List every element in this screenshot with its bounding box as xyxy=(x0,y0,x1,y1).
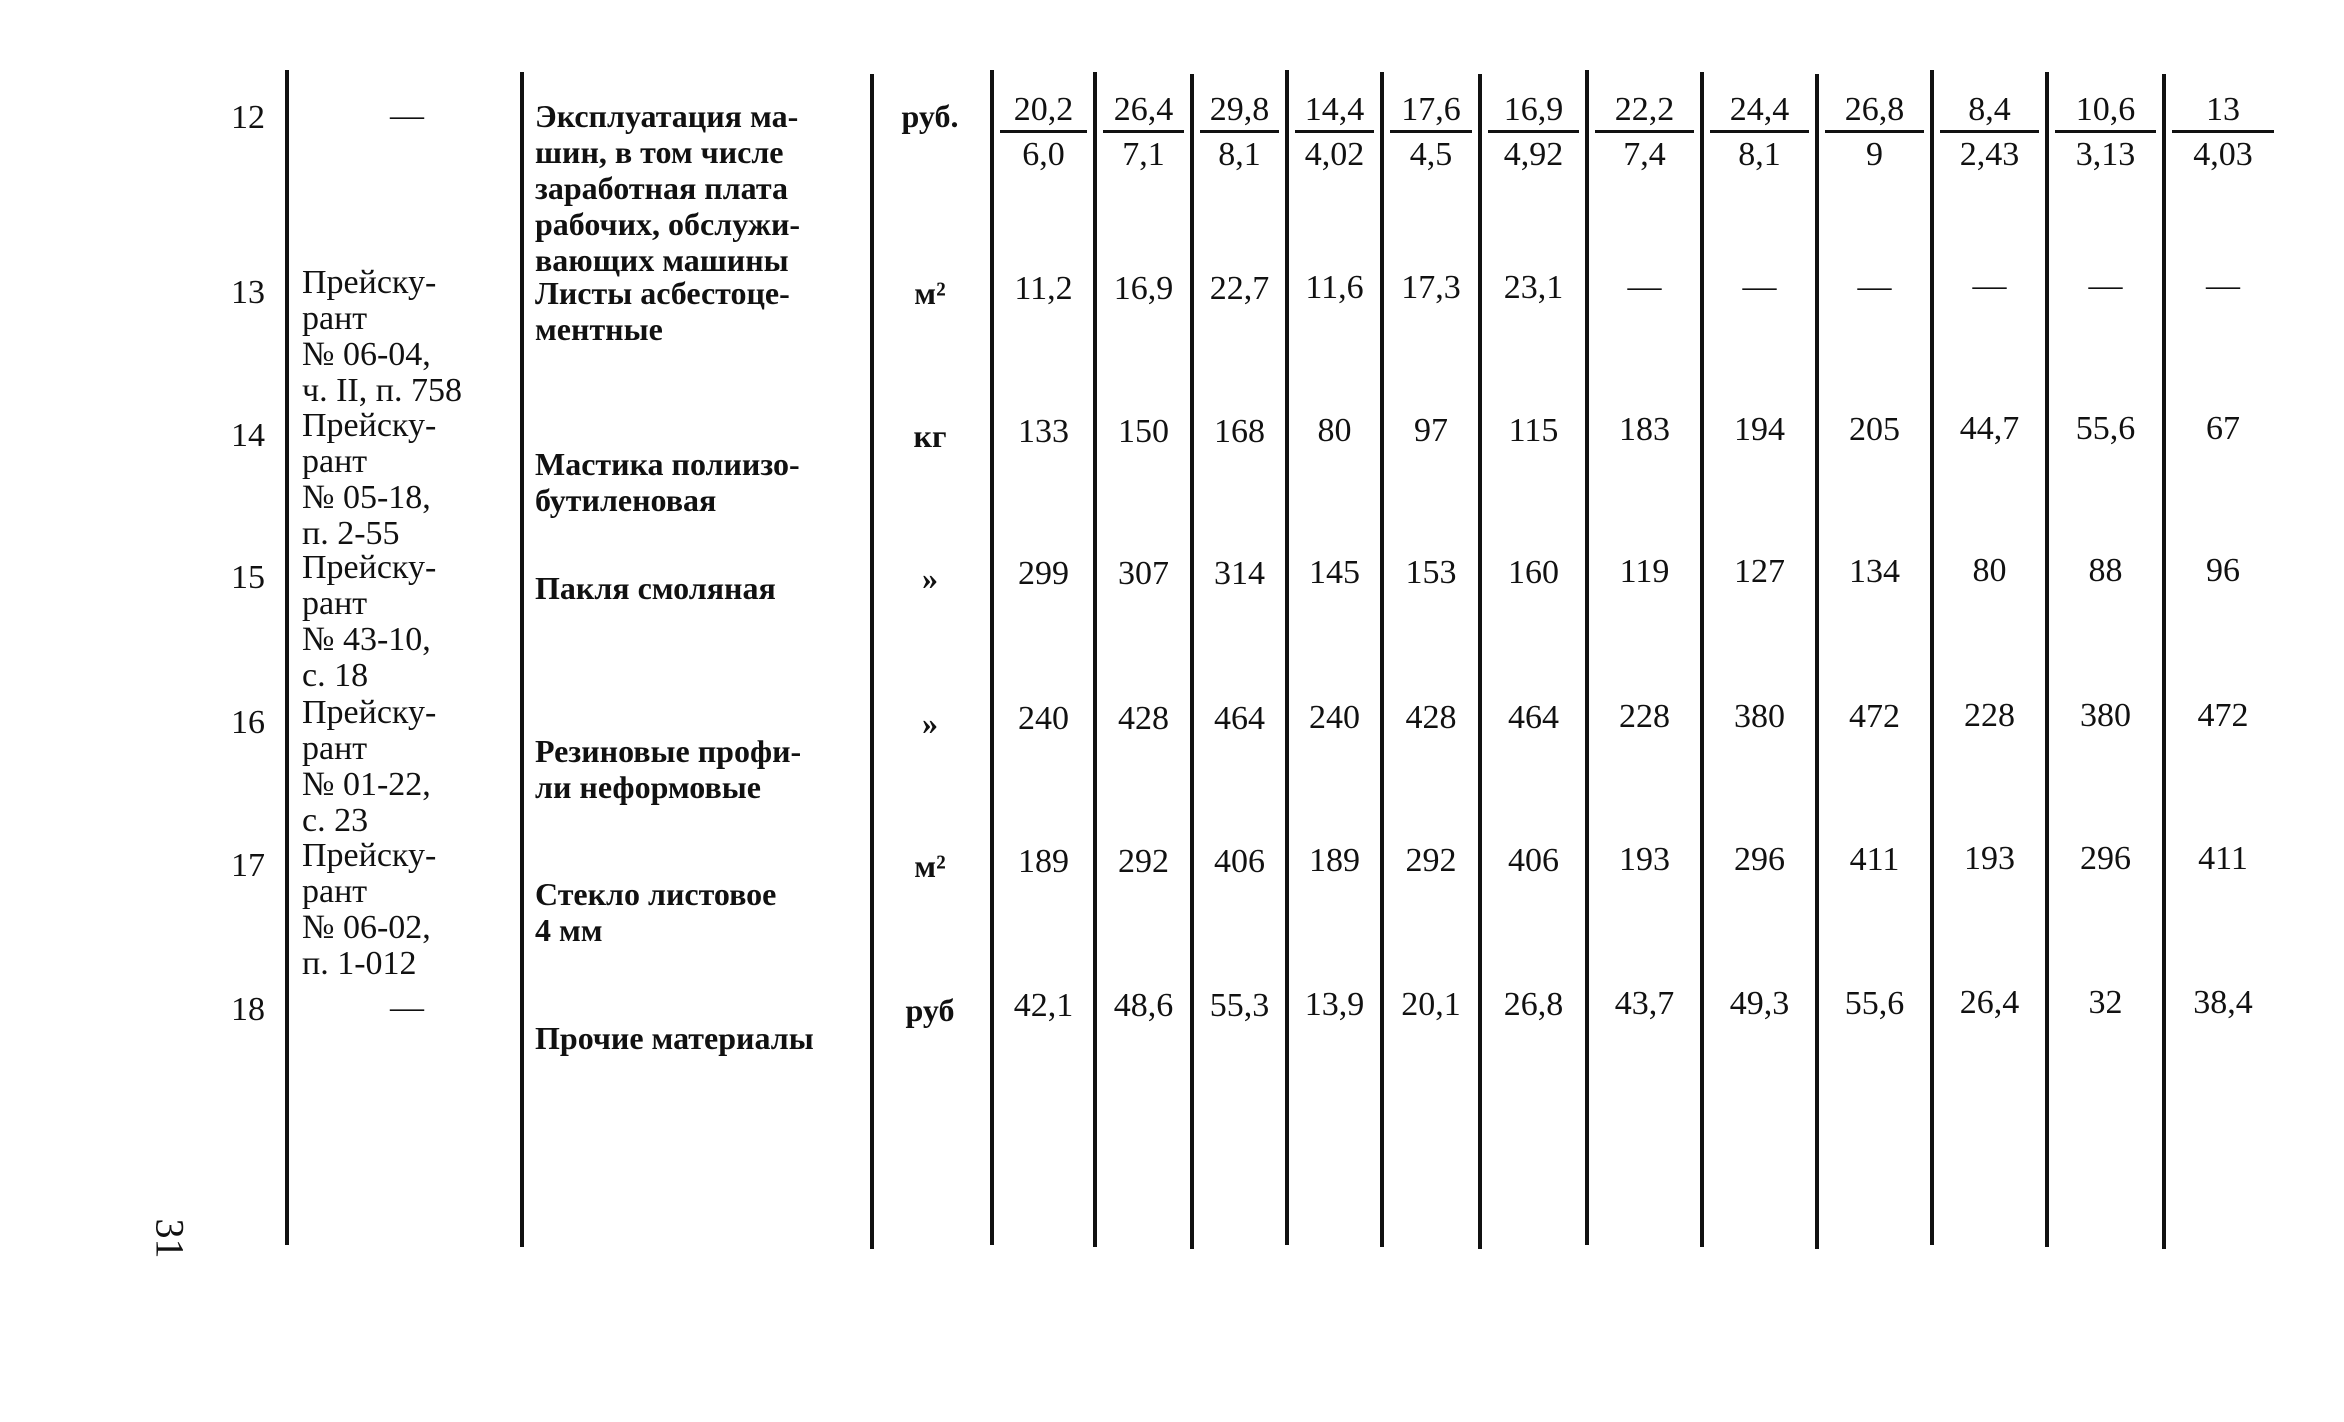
price-list-reference: рант xyxy=(302,730,368,767)
value-cell: 134 xyxy=(1849,553,1900,590)
fraction-numerator: 16,9 xyxy=(1488,90,1579,133)
price-list-reference: — xyxy=(390,97,424,134)
value-cell: 228 xyxy=(1619,698,1670,735)
fraction-denominator: 4,92 xyxy=(1503,136,1564,173)
item-description: Мастика полиизо- xyxy=(535,446,800,482)
value-cell: 16,9 xyxy=(1113,270,1174,307)
item-description: 4 мм xyxy=(535,912,603,948)
item-description: заработная плата xyxy=(535,170,788,206)
value-cell: 44,7 xyxy=(1959,410,2020,447)
value-cell: 194 xyxy=(1734,411,1785,448)
item-description: ли неформовые xyxy=(535,769,761,805)
value-cell: 411 xyxy=(2198,840,2248,877)
value-cell: — xyxy=(2088,267,2123,304)
fraction-value xyxy=(1097,90,1190,177)
unit-of-measure: кг xyxy=(913,418,947,454)
fraction-denominator: 7,1 xyxy=(1122,136,1165,173)
value-cell: 32 xyxy=(2088,984,2123,1021)
value-cell: 96 xyxy=(2206,552,2240,589)
fraction-numerator: 29,8 xyxy=(1200,90,1279,133)
price-list-reference: с. 18 xyxy=(302,657,369,694)
value-cell: 11,2 xyxy=(1014,270,1073,307)
price-list-reference: № 06-04, xyxy=(302,336,431,373)
column-rule xyxy=(1380,72,1384,1247)
fraction-denominator: 8,1 xyxy=(1218,136,1261,173)
value-cell: 26,4 xyxy=(1959,984,2020,1021)
value-cell: 22,7 xyxy=(1209,270,1270,307)
price-list-reference: ч. II, п. 758 xyxy=(302,372,462,409)
row-number: 15 xyxy=(231,559,265,596)
value-cell: — xyxy=(1857,268,1892,305)
value-cell: 145 xyxy=(1309,554,1360,591)
value-cell: 97 xyxy=(1414,412,1448,449)
price-list-reference: с. 23 xyxy=(302,802,369,839)
fraction-value xyxy=(2049,90,2162,177)
column-rule xyxy=(285,70,289,1245)
value-cell: 189 xyxy=(1018,843,1069,880)
value-cell: 38,4 xyxy=(2193,984,2253,1021)
value-cell: 13,9 xyxy=(1304,986,1365,1023)
fraction-value xyxy=(1934,90,2045,177)
fraction-numerator: 10,6 xyxy=(2055,90,2156,133)
fraction-denominator: 9 xyxy=(1866,136,1883,173)
value-cell: 380 xyxy=(2080,697,2131,734)
column-rule xyxy=(1930,70,1934,1245)
value-cell: 119 xyxy=(1619,553,1670,590)
value-cell: 240 xyxy=(1309,699,1360,736)
price-list-reference: Прейску- xyxy=(302,837,437,874)
item-description: Резиновые профи- xyxy=(535,733,802,769)
column-rule xyxy=(870,74,874,1249)
unit-of-measure: » xyxy=(922,705,938,741)
fraction-value xyxy=(1589,90,1700,177)
value-cell: 150 xyxy=(1118,413,1169,450)
price-list-reference: № 01-22, xyxy=(302,766,431,803)
value-cell: 411 xyxy=(1849,841,1900,878)
value-cell: 464 xyxy=(1508,699,1559,736)
value-cell: 80 xyxy=(1972,552,2007,589)
unit-of-measure: » xyxy=(922,560,938,596)
value-cell: 307 xyxy=(1118,555,1169,592)
fraction-value xyxy=(1384,90,1478,177)
fraction-denominator: 2,43 xyxy=(1959,136,2020,173)
unit-of-measure: руб xyxy=(905,992,955,1028)
value-cell: 17,3 xyxy=(1401,269,1461,306)
price-list-reference: п. 1-012 xyxy=(302,945,417,982)
row-number: 14 xyxy=(231,417,265,454)
value-cell: 42,1 xyxy=(1013,987,1074,1024)
fraction-numerator: 17,6 xyxy=(1390,90,1472,133)
fraction-numerator: 22,2 xyxy=(1595,90,1694,133)
value-cell: 115 xyxy=(1508,412,1559,449)
price-list-reference: п. 2-55 xyxy=(302,515,400,552)
value-cell: 80 xyxy=(1317,412,1352,449)
value-cell: 49,3 xyxy=(1729,985,1790,1022)
value-cell: 183 xyxy=(1619,411,1670,448)
fraction-numerator: 20,2 xyxy=(1000,90,1087,133)
value-cell: 292 xyxy=(1118,843,1169,880)
item-description: бутиленовая xyxy=(535,482,717,518)
value-cell: 205 xyxy=(1849,411,1900,448)
fraction-value xyxy=(1819,90,1930,177)
value-cell: 189 xyxy=(1309,842,1360,879)
value-cell: 472 xyxy=(2197,697,2249,734)
value-cell: 67 xyxy=(2206,410,2240,447)
price-list-reference: № 05-18, xyxy=(302,479,431,516)
price-list-reference: Прейску- xyxy=(302,694,437,731)
item-description: рабочих, обслужи- xyxy=(535,206,801,242)
item-description: шин, в том числе xyxy=(535,134,784,170)
value-cell: 380 xyxy=(1734,698,1785,735)
value-cell: 26,8 xyxy=(1503,986,1564,1023)
price-list-reference: рант xyxy=(302,443,368,480)
column-rule xyxy=(2162,74,2166,1249)
item-description: вающих машины xyxy=(535,242,789,278)
column-rule xyxy=(1285,70,1289,1245)
fraction-numerator: 24,4 xyxy=(1710,90,1809,133)
value-cell: 428 xyxy=(1405,699,1457,736)
row-number: 12 xyxy=(231,99,265,136)
column-rule xyxy=(1585,70,1589,1245)
price-list-reference: рант xyxy=(302,585,368,622)
price-list-reference: рант xyxy=(302,300,368,337)
fraction-denominator: 3,13 xyxy=(2075,136,2136,173)
fraction-value xyxy=(1289,90,1380,177)
value-cell: 168 xyxy=(1214,413,1265,450)
page-number: 31 xyxy=(147,1218,193,1259)
fraction-value xyxy=(1482,90,1585,177)
value-cell: 127 xyxy=(1734,553,1785,590)
unit-of-measure: м² xyxy=(914,275,946,311)
value-cell: 55,6 xyxy=(1844,985,1905,1022)
value-cell: 43,7 xyxy=(1614,985,1675,1022)
fraction-denominator: 6,0 xyxy=(1022,136,1065,173)
row-number: 18 xyxy=(231,991,265,1028)
unit-of-measure: м² xyxy=(914,848,946,884)
price-list-reference: Прейску- xyxy=(302,549,437,586)
value-cell: 20,1 xyxy=(1401,986,1461,1023)
value-cell: — xyxy=(2206,267,2240,304)
value-cell: 55,6 xyxy=(2075,410,2136,447)
value-cell: 55,3 xyxy=(1209,987,1270,1024)
price-list-reference: Прейску- xyxy=(302,407,437,444)
column-rule xyxy=(2045,72,2049,1247)
value-cell: 193 xyxy=(1619,841,1670,878)
value-cell: 88 xyxy=(2088,552,2123,589)
value-cell: 406 xyxy=(1508,842,1559,879)
unit-of-measure: руб. xyxy=(901,98,959,134)
price-list-reference: — xyxy=(390,989,424,1026)
fraction-denominator: 8,1 xyxy=(1738,136,1781,173)
value-cell: 240 xyxy=(1018,700,1069,737)
price-list-reference: Прейску- xyxy=(302,264,437,301)
fraction-numerator: 8,4 xyxy=(1940,90,2039,133)
value-cell: 472 xyxy=(1849,698,1900,735)
fraction-value xyxy=(1194,90,1285,177)
value-cell: 464 xyxy=(1214,700,1265,737)
fraction-numerator: 26,4 xyxy=(1103,90,1184,133)
column-rule xyxy=(520,72,524,1247)
fraction-value xyxy=(994,90,1093,177)
column-rule xyxy=(990,70,994,1245)
item-description: Листы асбестоце- xyxy=(535,275,790,311)
column-rule xyxy=(1815,74,1819,1249)
price-list-reference: № 06-02, xyxy=(302,909,431,946)
item-description: Пакля смоляная xyxy=(535,570,776,606)
value-cell: 299 xyxy=(1018,555,1069,592)
value-cell: 296 xyxy=(1734,841,1785,878)
column-rule xyxy=(1478,74,1482,1249)
item-description: Стекло листовое xyxy=(535,876,777,912)
value-cell: 292 xyxy=(1405,842,1457,879)
row-number: 16 xyxy=(231,704,265,741)
price-list-reference: № 43-10, xyxy=(302,621,431,658)
fraction-numerator: 26,8 xyxy=(1825,90,1924,133)
value-cell: 133 xyxy=(1018,413,1069,450)
fraction-numerator: 13 xyxy=(2172,90,2274,133)
column-rule xyxy=(1093,72,1097,1247)
column-rule xyxy=(1700,72,1704,1247)
value-cell: 428 xyxy=(1118,700,1169,737)
item-description: Прочие материалы xyxy=(535,1020,814,1056)
value-cell: 23,1 xyxy=(1503,269,1564,306)
value-cell: — xyxy=(1627,268,1662,305)
row-number: 17 xyxy=(231,847,265,884)
value-cell: 160 xyxy=(1508,554,1559,591)
price-list-reference: рант xyxy=(302,873,368,910)
value-cell: 228 xyxy=(1964,697,2015,734)
value-cell: 406 xyxy=(1214,843,1265,880)
row-number: 13 xyxy=(231,274,265,311)
value-cell: 153 xyxy=(1405,554,1457,591)
column-rule xyxy=(1190,74,1194,1249)
item-description: Эксплуатация ма- xyxy=(535,98,799,134)
value-cell: 48,6 xyxy=(1113,987,1174,1024)
value-cell: 193 xyxy=(1964,840,2015,877)
fraction-denominator: 4,03 xyxy=(2193,136,2253,173)
value-cell: 296 xyxy=(2080,840,2131,877)
fraction-value xyxy=(2166,90,2280,177)
item-description: ментные xyxy=(535,311,663,347)
fraction-denominator: 4,5 xyxy=(1409,136,1453,173)
fraction-denominator: 7,4 xyxy=(1623,136,1666,173)
value-cell: — xyxy=(1972,267,2007,304)
value-cell: 314 xyxy=(1214,555,1265,592)
fraction-value xyxy=(1704,90,1815,177)
value-cell: — xyxy=(1742,268,1777,305)
value-cell: 11,6 xyxy=(1305,269,1364,306)
fraction-numerator: 14,4 xyxy=(1295,90,1374,133)
fraction-denominator: 4,02 xyxy=(1304,136,1365,173)
